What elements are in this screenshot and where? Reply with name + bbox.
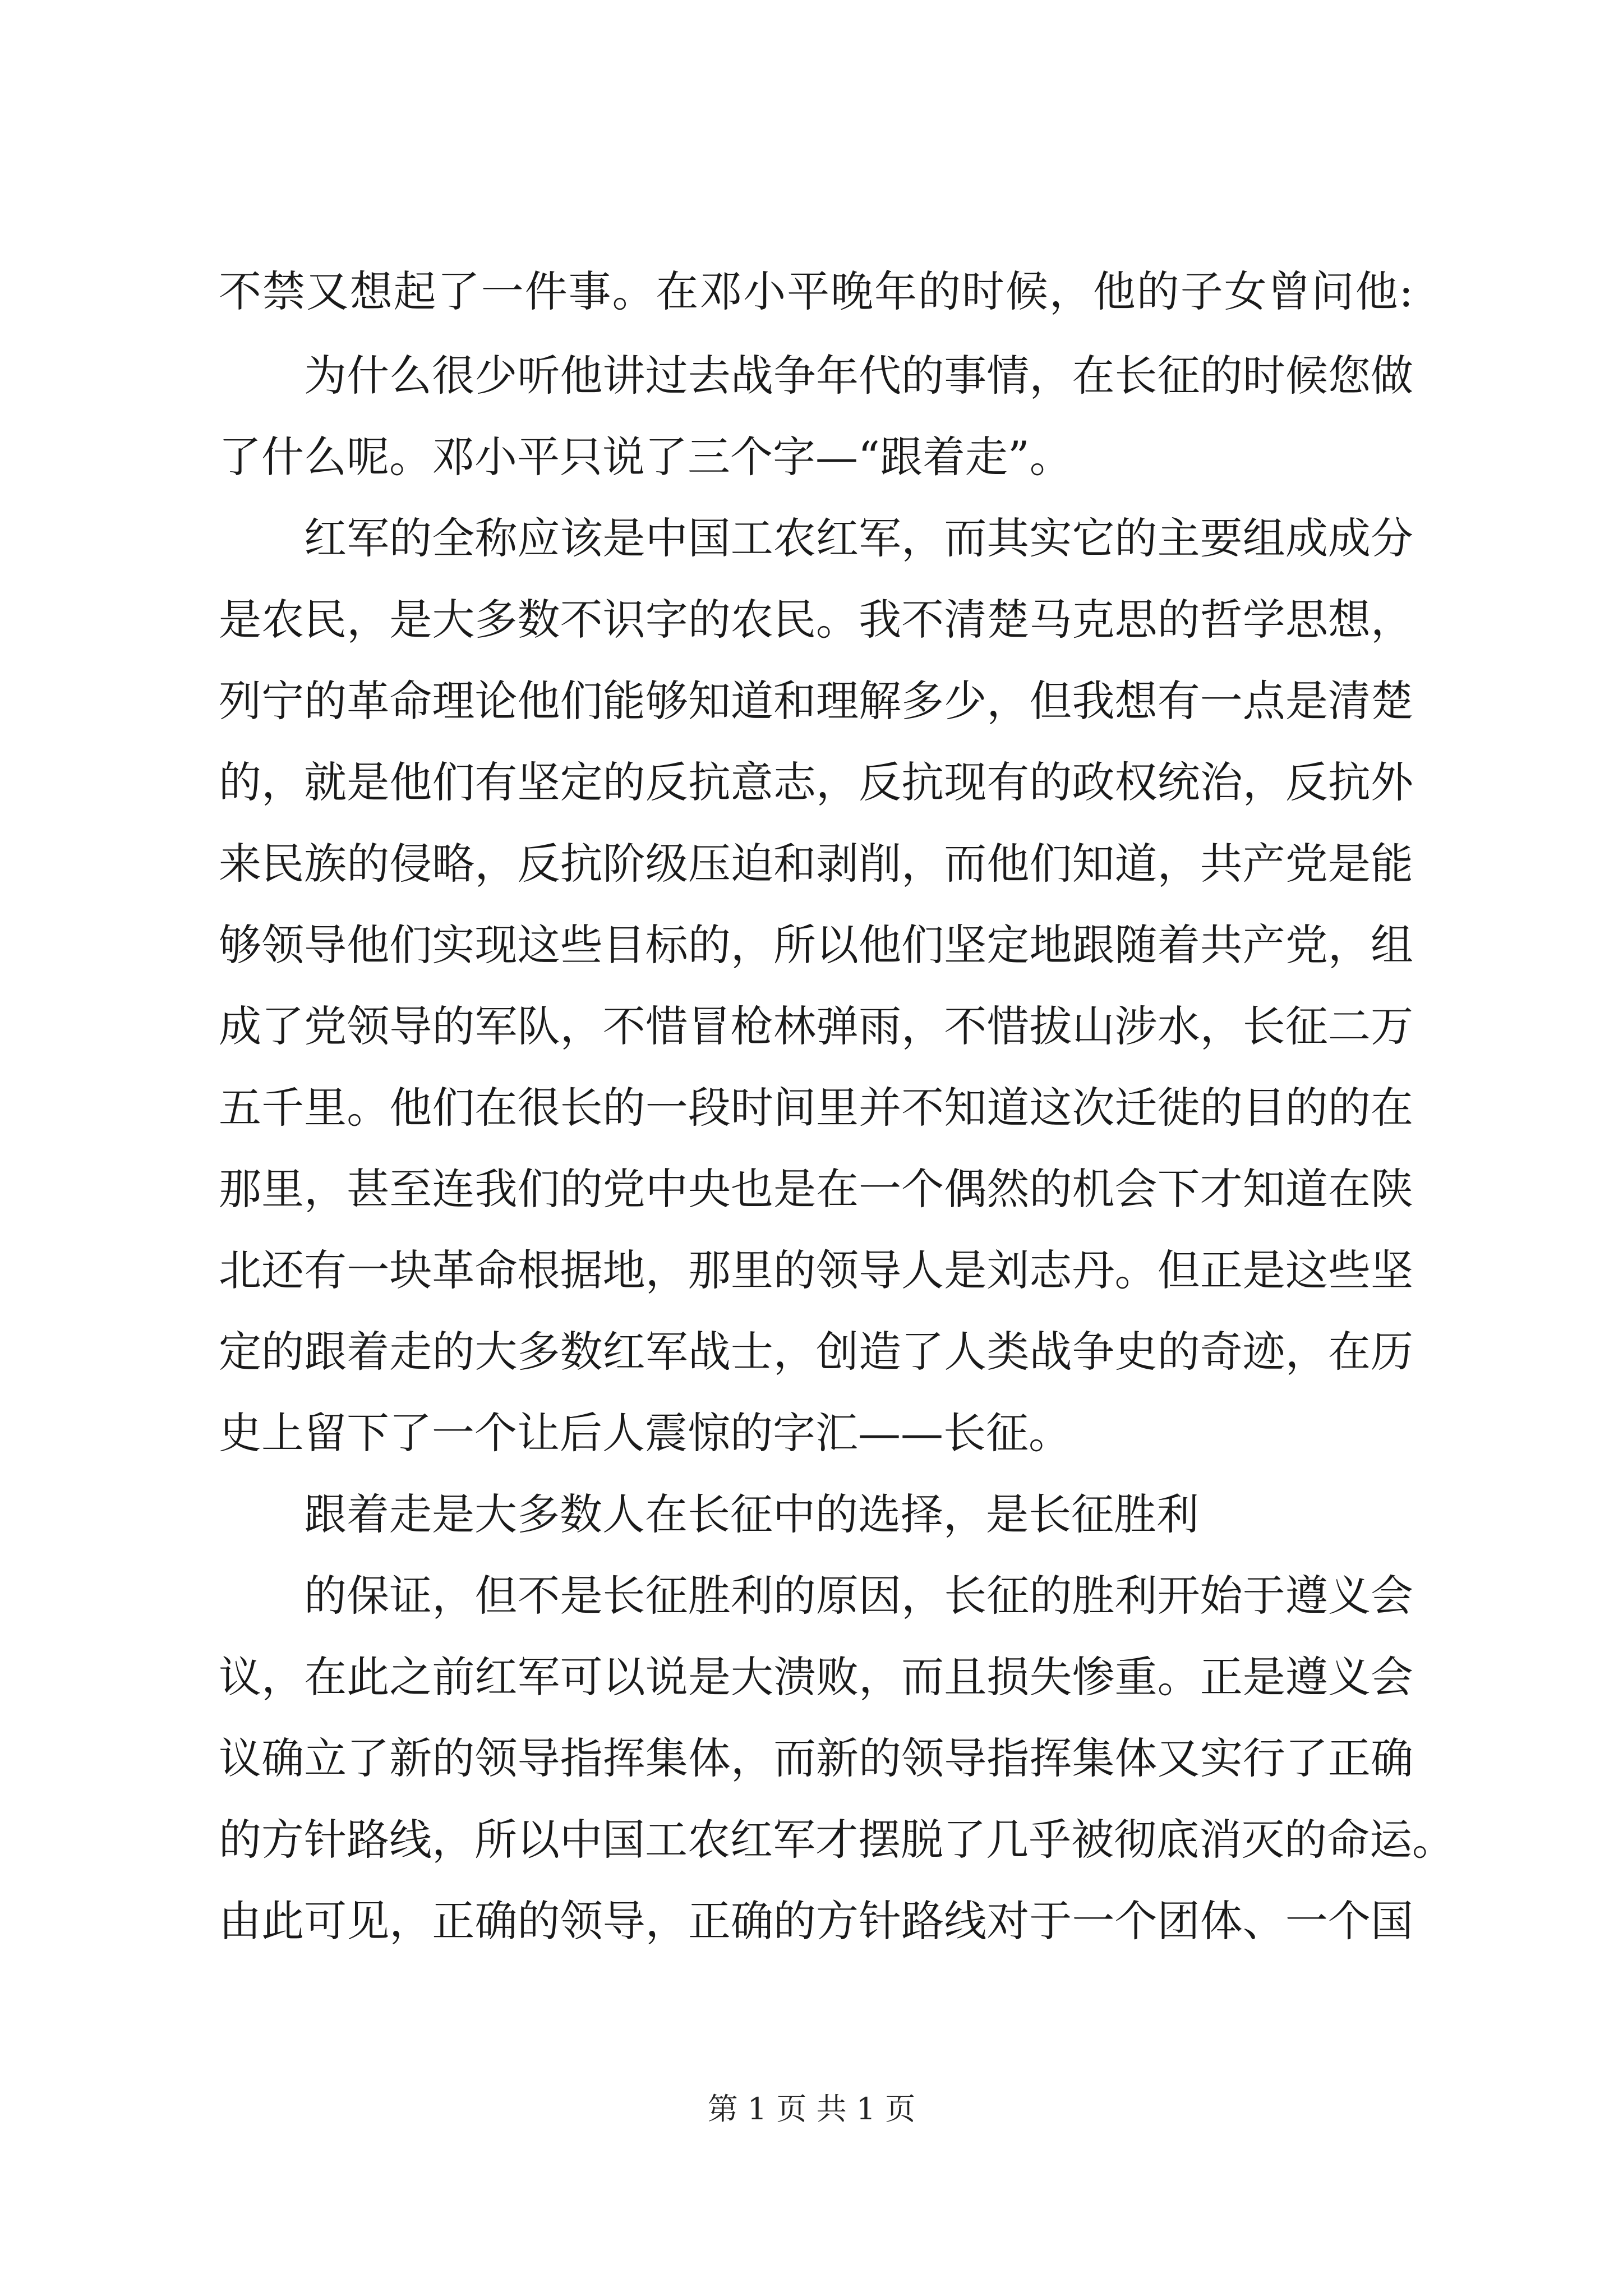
text-line: 的，就是他们有坚定的反抗意志，反抗现有的政权统治，反抗外 xyxy=(219,757,1413,807)
text-line: 由此可见，正确的领导，正确的方针路线对于一个团体、一个国 xyxy=(219,1896,1413,1946)
text-line: 定的跟着走的大多数红军战士，创造了人类战争史的奇迹，在历 xyxy=(219,1327,1413,1377)
text-line: 了什么呢。邓小平只说了三个字—“跟着走”。 xyxy=(219,432,1072,482)
text-line: 来民族的侵略，反抗阶级压迫和剥削，而他们知道，共产党是能 xyxy=(219,839,1413,889)
text-line: 为什么很少听他讲过去战争年代的事情，在长征的时候您做 xyxy=(304,351,1413,401)
text-line: 北还有一块革命根据地，那里的领导人是刘志丹。但正是这些坚 xyxy=(219,1245,1413,1295)
text-line: 议，在此之前红军可以说是大溃败，而且损失惨重。正是遵义会 xyxy=(219,1652,1413,1702)
text-line: 议确立了新的领导指挥集体，而新的领导指挥集体又实行了正确 xyxy=(219,1733,1413,1783)
text-line: 够领导他们实现这些目标的，所以他们坚定地跟随着共产党，组 xyxy=(219,920,1413,970)
text-line: 史上留下了一个让后人震惊的字汇——长征。 xyxy=(219,1408,1071,1458)
text-line: 成了党领导的军队，不惜冒枪林弹雨，不惜拔山涉水，长征二万 xyxy=(219,1001,1413,1051)
text-line: 红军的全称应该是中国工农红军，而其实它的主要组成成分 xyxy=(304,513,1413,563)
page-number-footer: 第 1 页 共 1 页 xyxy=(707,2091,916,2127)
text-line: 跟着走是大多数人在长征中的选择，是长征胜利 xyxy=(304,1489,1199,1539)
text-line: 的方针路线，所以中国工农红军才摆脱了几乎被彻底消灭的命运。 xyxy=(219,1815,1455,1865)
text-line: 是农民，是大多数不识字的农民。我不清楚马克思的哲学思想， xyxy=(219,595,1413,645)
text-line: 那里，甚至连我们的党中央也是在一个偶然的机会下才知道在陕 xyxy=(219,1164,1413,1214)
text-line: 的保证，但不是长征胜利的原因，长征的胜利开始于遵义会 xyxy=(304,1571,1413,1621)
text-line: 列宁的革命理论他们能够知道和理解多少，但我想有一点是清楚 xyxy=(219,676,1413,726)
text-line: 不禁又想起了一件事。在邓小平晚年的时候，他的子女曾问他: xyxy=(219,266,1413,316)
text-line: 五千里。他们在很长的一段时间里并不知道这次迁徙的目的的在 xyxy=(219,1083,1413,1133)
